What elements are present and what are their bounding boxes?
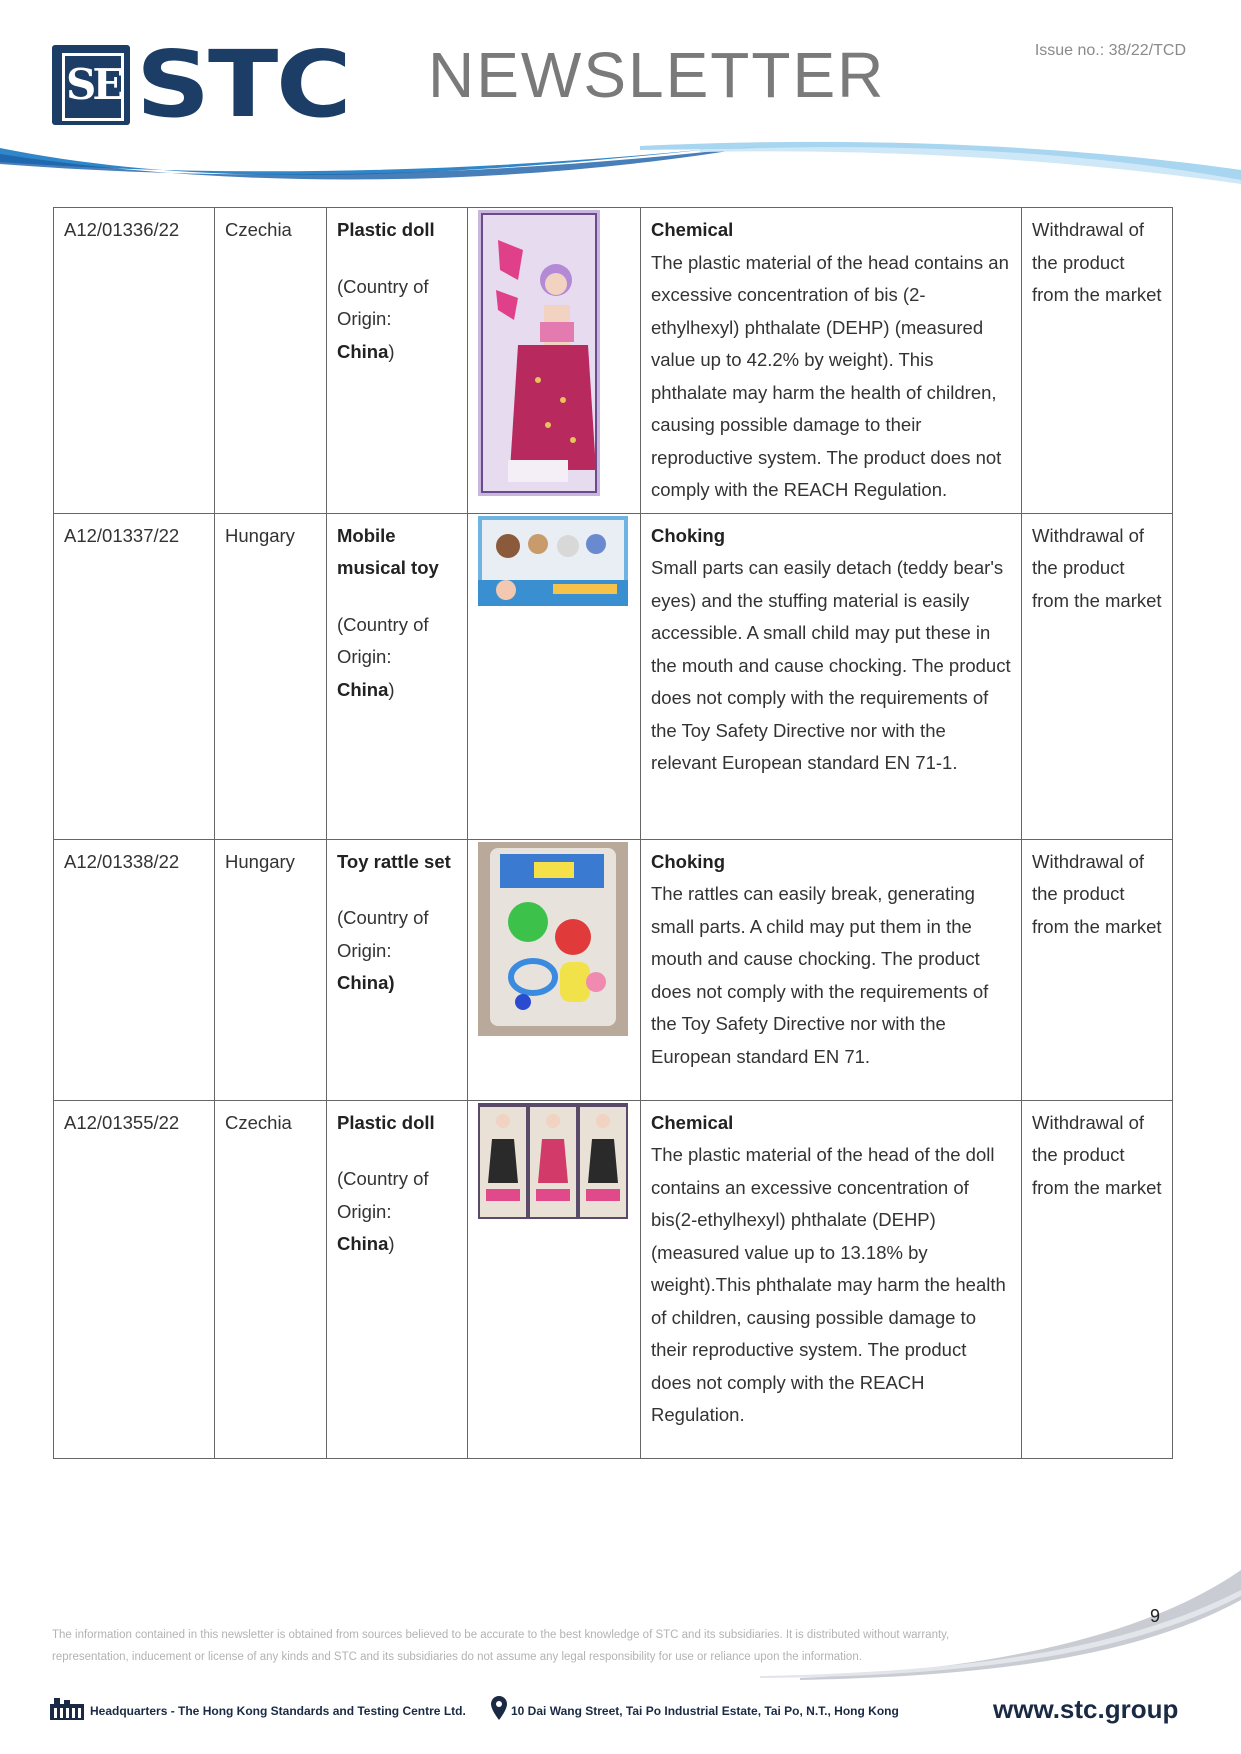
description-cell: [641, 1100, 1022, 1458]
recall-table: [53, 207, 1173, 1459]
product-name: Plastic doll: [337, 1111, 435, 1133]
mobile-toy-box-icon: [478, 516, 628, 606]
origin-value: China): [337, 678, 395, 700]
product-cell: [327, 513, 468, 839]
risk-type: Choking: [651, 850, 725, 872]
issue-number: Issue no.: 38/22/TCD: [1034, 42, 1186, 59]
product-cell: [327, 208, 468, 514]
address-text: 10 Dai Wang Street, Tai Po Industrial Estate, Tai Po, N.T., Hong Kong: [511, 1704, 899, 1718]
footer-bar: [48, 1694, 1198, 1728]
disclaimer: The information contained in this newsletter is obtained from sources believed to be accurate to the best knowledge of STC and its subsidiaries. It is distributed without warranty, representation, inducement or license of any kinds and STC and its subsidiaries do not assume any legal responsibility for use or reliance upon the information.: [52, 1629, 950, 1663]
measure-cell: Withdrawal of the product from the market: [1022, 1100, 1173, 1458]
reference-cell: A12/01338/22: [54, 839, 215, 1100]
location-pin-icon: [491, 1696, 507, 1720]
table-row: [54, 208, 1173, 514]
measure-cell: Withdrawal of the product from the market: [1022, 839, 1173, 1100]
measure-cell: Withdrawal of the product from the market: [1022, 208, 1173, 514]
origin-label: (Country of Origin:: [337, 907, 429, 961]
origin-label: (Country of Origin:: [337, 613, 429, 667]
product-name: Toy rattle set: [337, 850, 451, 872]
image-cell: [468, 839, 641, 1100]
risk-description: The plastic material of the head of the doll contains an excessive concentration of bis(2-ethylhexyl) phthalate (DEHP) (measured value up to 13.18% by weight).This phthalate may harm the health of children, causing possible damage to their reproductive system. The product does not comply with the REACH Regulation.: [651, 1144, 1006, 1425]
doll-box-icon: [478, 210, 600, 496]
origin-value: China): [337, 340, 395, 362]
origin-value: China): [337, 1233, 395, 1254]
header-swoosh: [0, 140, 1241, 200]
stc-logo: [52, 31, 350, 138]
newsletter-title: NEWSLETTER: [428, 39, 886, 111]
table-row: [54, 1100, 1173, 1458]
origin-value: China): [337, 972, 395, 993]
description-cell: [641, 208, 1022, 514]
product-cell: [327, 839, 468, 1100]
origin-label: (Country of Origin:: [337, 1168, 429, 1222]
logo-text: STC: [136, 31, 350, 138]
website-link[interactable]: www.stc.group: [993, 1694, 1179, 1724]
country-cell: Hungary: [215, 839, 327, 1100]
headquarters-text: Headquarters - The Hong Kong Standards and Testing Centre Ltd.: [90, 1704, 466, 1718]
product-name: Mobile musical toy: [337, 524, 439, 578]
country-cell: Hungary: [215, 513, 327, 839]
reference-cell: A12/01355/22: [54, 1100, 215, 1458]
page-number: 9: [1150, 1606, 1161, 1626]
rattle-set-icon: [478, 842, 628, 1036]
table-row: [54, 513, 1173, 839]
risk-description: Small parts can easily detach (teddy bear's eyes) and the stuffing material is easily accessible. A small child may put these in the mouth and cause chocking. The product does not comply with the requirements of the Toy Safety Directive nor with the relevant European standard EN 71-1.: [651, 557, 1011, 773]
origin-label: (Country of Origin:: [337, 275, 429, 329]
reference-cell: A12/01336/22: [54, 208, 215, 514]
stc-emblem-icon: SE: [52, 45, 130, 125]
country-cell: Czechia: [215, 208, 327, 514]
image-cell: [468, 513, 641, 839]
product-cell: [327, 1100, 468, 1458]
image-cell: [468, 1100, 641, 1458]
risk-type: Chemical: [651, 219, 734, 240]
table-row: [54, 839, 1173, 1100]
risk-description: The rattles can easily break, generating small parts. A child may put them in the mouth and cause chocking. The product does not comply with the requirements of the Toy Safety Directive nor with the European standard EN 71.: [651, 883, 989, 1067]
building-icon: [48, 1696, 86, 1722]
country-cell: Czechia: [215, 1100, 327, 1458]
description-cell: [641, 839, 1022, 1100]
reference-cell: A12/01337/22: [54, 513, 215, 839]
product-name: Plastic doll: [337, 219, 435, 240]
risk-type: Choking: [651, 524, 725, 546]
image-cell: [468, 208, 641, 514]
risk-description: The plastic material of the head contains an excessive concentration of bis (2-ethylhexyl) phthalate (DEHP) (measured value up to 42.2% by weight). This phthalate may harm the health of children, causing possible damage to their reproductive system. The product does not comply with the REACH Regulation.: [651, 251, 1009, 500]
dolls-boxes-icon: [478, 1103, 628, 1219]
description-cell: [641, 513, 1022, 839]
risk-type: Chemical: [651, 1111, 734, 1133]
measure-cell: Withdrawal of the product from the market: [1022, 513, 1173, 839]
